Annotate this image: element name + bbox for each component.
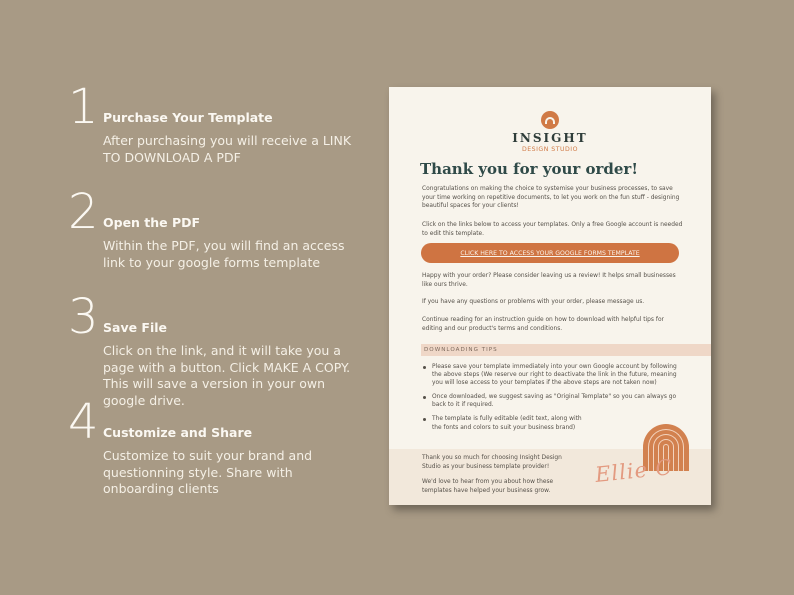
tip-text: Please save your template immediately into your own Google account by following the above steps (We reserve our right to deactivate the link in the future, meaning you will lose access to your templates if the above steps are not taken now)	[432, 364, 677, 387]
tips-header: DOWNLOADING TIPS	[421, 344, 711, 356]
love-paragraph: We'd love to hear from you about how these templates have helped your business grow.	[422, 479, 554, 494]
brand-name: INSIGHT	[512, 131, 588, 145]
step-number: 1	[68, 79, 99, 135]
links-note-paragraph: Click on the links below to access your templates. Only a free Google account is needed to edit this template.	[422, 222, 683, 237]
access-template-button[interactable]: CLICK HERE TO ACCESS YOUR GOOGLE FORMS TEMPLATE	[421, 243, 679, 263]
questions-paragraph: If you have any questions or problems with your order, please message us.	[422, 299, 645, 305]
step-description: Within the PDF, you will find an access link to your google forms template	[103, 238, 345, 270]
step-number: 4	[68, 394, 99, 450]
list-item	[422, 363, 684, 387]
step-description: After purchasing you will receive a LINK TO DOWNLOAD A PDF	[103, 133, 352, 165]
step-number: 2	[68, 184, 99, 240]
step-description: Customize to suit your brand and questionning style. Share with onboarding clients	[103, 448, 313, 496]
intro-paragraph: Congratulations on making the choice to systemise your business processes, to save your time working on repetitive documents, to let you work on the fun stuff - designing beautiful spaces for your clients!	[422, 186, 680, 210]
logo-arch-icon	[541, 111, 559, 129]
bullet-icon	[423, 418, 426, 421]
step-title: Purchase Your Template	[103, 110, 273, 125]
list-item	[422, 393, 684, 409]
step-number: 3	[68, 289, 99, 345]
review-paragraph: Happy with your order? Please consider leaving us a review! It helps small businesses like ours thrive.	[422, 273, 676, 288]
step-description: Click on the link, and it will take you a page with a button. Click MAKE A COPY. This will save a version in your own google drive.	[103, 343, 351, 408]
continue-paragraph: Continue reading for an instruction guide on how to download with helpful tips for editing and our product's terms and conditions.	[422, 317, 664, 332]
tips-list	[422, 363, 684, 438]
bullet-icon	[423, 366, 426, 369]
brand-subtitle: DESIGN STUDIO	[521, 146, 578, 153]
tip-text: The template is fully editable (edit text, along with the fonts and colors to suit your business brand)	[432, 416, 582, 431]
step-title: Customize and Share	[103, 425, 253, 440]
list-item	[422, 415, 592, 431]
document-title: Thank you for your order!	[420, 160, 638, 178]
signature: Ellie C	[593, 455, 674, 487]
thanks-paragraph: Thank you so much for choosing Insight Design Studio as your business template provider!	[422, 455, 562, 470]
step-title: Open the PDF	[103, 215, 201, 230]
bullet-icon	[423, 396, 426, 399]
document-preview	[389, 87, 711, 505]
tip-text: Once downloaded, we suggest saving as "Original Template" so you can always go back to it if required.	[432, 394, 677, 409]
step-title: Save File	[103, 320, 168, 335]
